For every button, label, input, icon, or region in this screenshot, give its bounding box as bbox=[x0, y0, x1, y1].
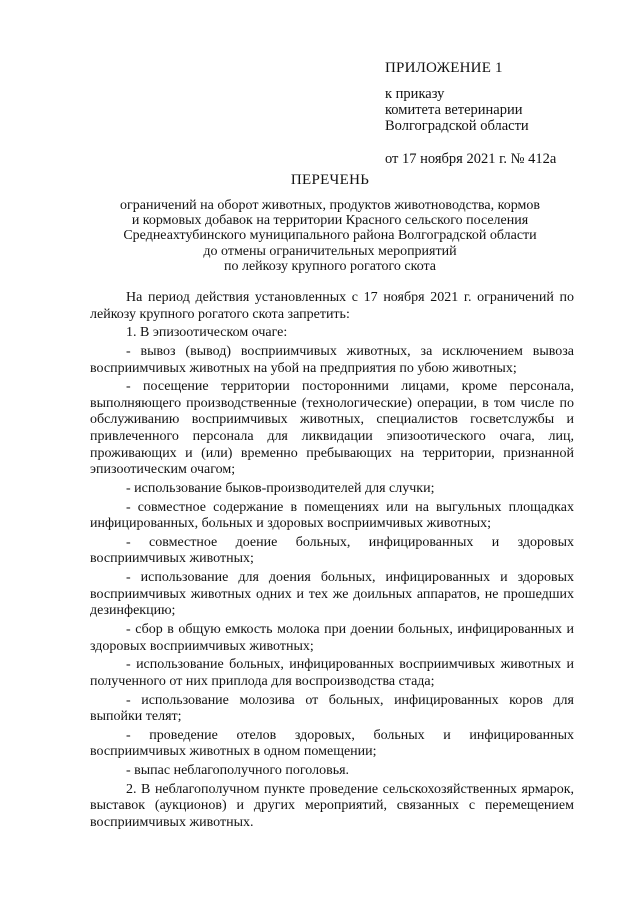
appendix-title: ПРИЛОЖЕНИЕ 1 bbox=[385, 60, 503, 76]
restriction-item: - использование для доения больных, инфицированных и здоровых восприимчивых животных одних и тех же доильных аппаратов, не прошедших дезинфекцию; bbox=[90, 570, 574, 619]
subtitle-line: ограничений на оборот животных, продуктов животноводства, кормов bbox=[120, 198, 540, 213]
document-body bbox=[90, 290, 574, 834]
restriction-item: - использование молозива от больных, инфицированных коров для выпойки телят; bbox=[90, 692, 574, 725]
appendix-order-line: к приказу bbox=[385, 86, 445, 102]
subtitle-line: по лейкозу крупного рогатого скота bbox=[223, 258, 437, 274]
appendix-committee-line: комитета ветеринарии bbox=[385, 102, 523, 118]
intro-paragraph: На период действия установленных с 17 ноября 2021 г. ограничений по лейкозу крупного рогатого скота запретить: bbox=[90, 290, 574, 322]
restriction-item: - сбор в общую емкость молока при доении больных, инфицированных и здоровых восприимчивых животных; bbox=[90, 622, 574, 654]
appendix-date: от 17 ноября 2021 г. № 412а bbox=[385, 151, 557, 167]
restriction-item: - проведение отелов здоровых, больных и инфицированных восприимчивых животных в одном помещении; bbox=[90, 727, 574, 760]
subtitle-line: Среднеахтубинского муниципального района Волгоградской области bbox=[123, 228, 537, 244]
document-subtitle bbox=[80, 198, 580, 274]
restriction-item: - использование быков-производителей для случки; bbox=[126, 480, 435, 496]
appendix-region-line: Волгоградской области bbox=[385, 118, 529, 134]
restriction-item: - посещение территории посторонними лицами, кроме персонала, выполняющего производственные (технологические) операции, в том числе по обслуживанию восприимчивых животных, специалистов госветслужбы и привлеченного персонала для ликвидации эпизоотического очага, лиц, проживающих и (или) временно пребывающих на территории, признанной эпизоотическим очагом; bbox=[90, 379, 574, 478]
restriction-item: - использование больных, инфицированных восприимчивых животных и полученного от них приплода для воспроизводства стада; bbox=[90, 657, 574, 689]
document-heading: ПЕРЕЧЕНЬ bbox=[290, 172, 370, 188]
section-2-paragraph: 2. В неблагополучном пункте проведение сельскохозяйственных ярмарок, выставок (аукционов) и других мероприятий, связанных с перемещением восприимчивых животных. bbox=[90, 781, 574, 831]
subtitle-line: до отмены ограничительных мероприятий bbox=[203, 243, 457, 259]
restriction-item: - совместное содержание в помещениях или на выгульных площадках инфицированных, больных и здоровых восприимчивых животных; bbox=[90, 499, 574, 532]
appendix-block bbox=[385, 60, 625, 167]
restriction-item: - выпас неблагополучного поголовья. bbox=[126, 763, 350, 779]
restriction-item: - вывоз (вывод) восприимчивых животных, за исключением вывоза восприимчивых животных на убой на предприятия по убою животных; bbox=[90, 343, 574, 376]
subtitle-line: и кормовых добавок на территории Красного сельского поселения bbox=[131, 213, 529, 229]
section-1-title: 1. В эпизоотическом очаге: bbox=[126, 325, 288, 341]
restriction-item: - совместное доение больных, инфицированных и здоровых восприимчивых животных; bbox=[90, 534, 574, 567]
